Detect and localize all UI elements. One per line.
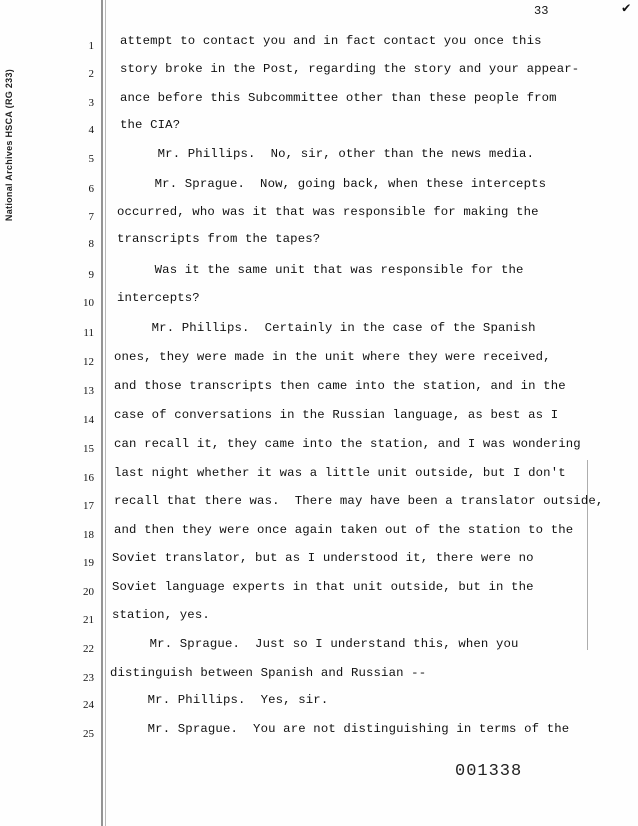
line-text: story broke in the Post, regarding the story and your appear- — [120, 62, 580, 76]
line-number: 1 — [88, 40, 94, 52]
line-text: Mr. Phillips. No, sir, other than the news media. — [120, 147, 535, 161]
transcript-line — [0, 693, 638, 715]
transcript-line — [0, 118, 638, 140]
line-number: 18 — [83, 529, 94, 541]
corner-mark: ✔ — [622, 1, 631, 17]
line-text: the CIA? — [120, 118, 181, 132]
line-text: and then they were once again taken out of the station to the — [114, 523, 574, 537]
line-number: 21 — [83, 614, 94, 626]
line-number: 2 — [88, 68, 94, 80]
line-text: station, yes. — [112, 608, 210, 622]
transcript-line — [0, 722, 638, 744]
line-text: last night whether it was a little unit outside, but I don't — [114, 466, 566, 480]
archive-stamp-text: National Archives HSCA (RG 233) — [4, 68, 14, 222]
line-number: 23 — [83, 672, 94, 684]
line-text: Mr. Phillips. Certainly in the case of the Spanish — [114, 321, 536, 335]
transcript-line — [0, 263, 638, 285]
line-text: can recall it, they came into the station, and I was wondering — [114, 437, 581, 451]
line-text: Mr. Sprague. Just so I understand this, when you — [112, 637, 519, 651]
bates-number: 001338 — [455, 762, 523, 781]
line-text: transcripts from the tapes? — [117, 232, 321, 246]
line-number: 25 — [83, 728, 94, 740]
line-number: 14 — [83, 414, 94, 426]
line-text: case of conversations in the Russian language, as best as I — [114, 408, 559, 422]
line-number: 15 — [83, 443, 94, 455]
transcript-line — [0, 666, 638, 688]
line-number: 9 — [88, 269, 94, 281]
transcript-line — [0, 147, 638, 169]
transcript-line — [0, 34, 638, 56]
line-number: 17 — [83, 500, 94, 512]
line-text: ance before this Subcommittee other than these people from — [120, 91, 557, 105]
line-text: Mr. Sprague. Now, going back, when these intercepts — [117, 177, 547, 191]
transcript-line — [0, 350, 638, 372]
line-text: distinguish between Spanish and Russian -- — [110, 666, 427, 680]
line-number: 20 — [83, 586, 94, 598]
transcript-line — [0, 551, 638, 573]
transcript-line — [0, 608, 638, 630]
line-text: ones, they were made in the unit where they were received, — [114, 350, 551, 364]
transcript-line — [0, 408, 638, 430]
line-number: 3 — [88, 97, 94, 109]
transcript-line — [0, 62, 638, 84]
transcript-line — [0, 232, 638, 254]
line-number: 16 — [83, 472, 94, 484]
transcript-line — [0, 580, 638, 602]
line-number: 22 — [83, 643, 94, 655]
line-text: attempt to contact you and in fact contact you once this — [120, 34, 542, 48]
line-number: 24 — [83, 699, 94, 711]
page-number: 33 — [534, 4, 549, 18]
line-text: occurred, who was it that was responsible for making the — [117, 205, 539, 219]
line-number: 5 — [88, 153, 94, 165]
line-number: 12 — [83, 356, 94, 368]
transcript-line — [0, 523, 638, 545]
transcript-line — [0, 91, 638, 113]
transcript-line — [0, 291, 638, 313]
transcript-line — [0, 466, 638, 488]
transcript-line — [0, 637, 638, 659]
line-number: 6 — [88, 183, 94, 195]
line-number: 10 — [83, 297, 94, 309]
line-number: 4 — [88, 124, 94, 136]
transcript-line — [0, 494, 638, 516]
line-number: 7 — [88, 211, 94, 223]
line-text: Was it the same unit that was responsible for the — [117, 263, 524, 277]
transcript-line — [0, 321, 638, 343]
line-text: Soviet language experts in that unit outside, but in the — [112, 580, 534, 594]
transcript-line — [0, 177, 638, 199]
line-text: intercepts? — [117, 291, 200, 305]
line-text: Mr. Phillips. Yes, sir. — [110, 693, 329, 707]
line-text: recall that there was. There may have been a translator outside, — [114, 494, 604, 508]
line-text: and those transcripts then came into the station, and in the — [114, 379, 566, 393]
transcript-line — [0, 205, 638, 227]
transcript-line — [0, 379, 638, 401]
line-number: 8 — [88, 238, 94, 250]
line-number: 19 — [83, 557, 94, 569]
line-text: Soviet translator, but as I understood it, there were no — [112, 551, 534, 565]
line-number: 11 — [83, 327, 94, 339]
line-text: Mr. Sprague. You are not distinguishing in terms of the — [110, 722, 570, 736]
transcript-line — [0, 437, 638, 459]
line-number: 13 — [83, 385, 94, 397]
